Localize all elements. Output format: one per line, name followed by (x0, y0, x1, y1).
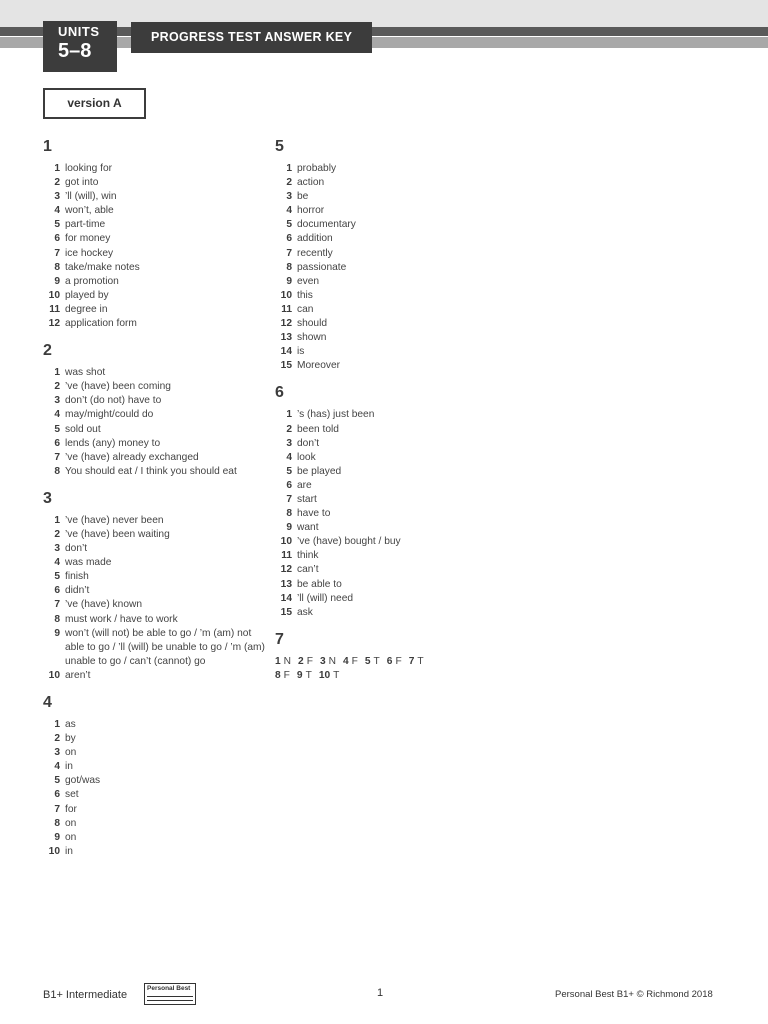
units-badge (43, 21, 117, 72)
answer-text: don’t (do not) have to (65, 395, 162, 407)
answer-number: 9 (54, 831, 60, 843)
answer-text: shown (297, 332, 327, 344)
section-number: 4 (43, 694, 52, 711)
answer-number: 5 (54, 571, 60, 583)
answer-text: part-time (65, 219, 106, 231)
answer-text: ’ve (have) been waiting (65, 528, 170, 540)
answer-item (275, 465, 505, 479)
answer-text: probably (297, 163, 337, 174)
answer-text: ’ve (have) bought / buy (297, 536, 401, 548)
answer-text: may/might/could do (65, 409, 154, 421)
copyright: Personal Best B1+ © Richmond 2018 (555, 989, 713, 1000)
answer-item (43, 232, 273, 246)
answer-number: 9 (286, 275, 292, 287)
answer-text: this (297, 289, 313, 301)
answer-text: won’t (will not) be able to go / ’m (am) not able to go / ’ll (will) be unable to go / ’m (am) unable to go / can’t (cannot) go (65, 627, 265, 667)
answer-number: 8 (286, 261, 292, 273)
version-label: version A (43, 88, 146, 119)
answer-number: 5 (54, 775, 60, 787)
answer-item (43, 218, 273, 232)
answer-text: ’ve (have) already exchanged (65, 451, 199, 463)
answer-item (43, 317, 273, 331)
answer-item (275, 408, 505, 422)
answer-item (275, 507, 505, 521)
answer-item (275, 535, 505, 549)
answer-item (43, 845, 273, 859)
answer-number: 3 (54, 395, 60, 407)
answer-item (275, 479, 505, 493)
answer-item (275, 423, 505, 437)
answer-item (43, 289, 273, 303)
answer-number: 6 (54, 585, 60, 597)
answer-item (275, 451, 505, 465)
section-4 (43, 693, 273, 859)
answer-text: think (297, 550, 319, 562)
answer-item (275, 549, 505, 563)
answer-text: finish (65, 571, 89, 583)
units-label: UNITS (58, 24, 100, 39)
answer-item (43, 760, 273, 774)
answer-number: 5 (54, 219, 60, 231)
answer-number: 8 (54, 613, 60, 625)
answer-number: 4 (54, 409, 60, 421)
answer-text: ’s (has) just been (297, 409, 375, 421)
answer-text: ’ve (have) never been (65, 514, 164, 526)
answer-item (43, 303, 273, 317)
answer-text: You should eat / I think you should eat (65, 465, 237, 477)
answer-pair (319, 669, 340, 683)
answer-number: 15 (280, 606, 292, 618)
level-label: B1+ Intermediate (43, 989, 128, 1001)
answer-item (43, 774, 273, 788)
answer-item (43, 394, 273, 408)
answer-item (43, 408, 273, 422)
answer-pair (297, 669, 312, 683)
answer-number: 1 (54, 163, 60, 174)
answer-text: as (65, 719, 76, 730)
answer-text: addition (297, 233, 333, 245)
answer-text: F (351, 655, 358, 667)
answer-text: on (65, 747, 77, 759)
answer-number: 4 (54, 557, 60, 569)
answer-pair (298, 655, 313, 669)
logo-text: Personal Best (147, 985, 191, 992)
answer-item (275, 317, 505, 331)
answer-text: didn’t (65, 585, 90, 597)
answer-text: N (328, 655, 336, 667)
answer-number: 8 (54, 465, 60, 477)
answer-number: 8 (54, 261, 60, 273)
answer-item (275, 493, 505, 507)
answer-text: F (306, 655, 313, 667)
answer-number: 2 (54, 177, 60, 189)
answer-number: 10 (280, 289, 292, 301)
answer-item (43, 261, 273, 275)
answer-number: 7 (54, 599, 60, 611)
answer-item (43, 669, 273, 683)
answer-text: sold out (65, 423, 101, 435)
answer-number: 2 (298, 655, 304, 667)
answer-number: 6 (54, 789, 60, 801)
answer-item (43, 542, 273, 556)
answer-text: should (297, 318, 328, 330)
answer-number: 3 (286, 437, 292, 449)
answer-item (43, 437, 273, 451)
answer-item (43, 788, 273, 802)
answer-item (275, 521, 505, 535)
answer-number: 6 (54, 437, 60, 449)
answer-number: 7 (286, 247, 292, 259)
answer-text: action (297, 177, 325, 189)
answer-text: ’ve (have) been coming (65, 381, 171, 393)
answer-text: F (395, 655, 402, 667)
answer-text: lends (any) money to (65, 437, 161, 449)
answer-pair (365, 655, 380, 669)
answer-number: 5 (286, 219, 292, 231)
answer-number: 11 (281, 550, 292, 562)
answer-text: a promotion (65, 275, 119, 287)
answer-text: be played (297, 465, 342, 477)
answer-item (275, 592, 505, 606)
answer-text: recently (297, 247, 333, 259)
answer-text: played by (65, 289, 109, 301)
answer-text: horror (297, 205, 325, 217)
answer-text: in (65, 761, 73, 773)
answer-item (275, 232, 505, 246)
answer-text: been told (297, 423, 339, 435)
answer-item (275, 247, 505, 261)
answer-number: 4 (286, 205, 292, 217)
page-title: PROGRESS TEST ANSWER KEY (131, 22, 372, 53)
answer-number: 13 (280, 332, 292, 344)
answer-number: 3 (54, 543, 60, 555)
answer-number: 6 (54, 233, 60, 245)
answer-item (43, 366, 273, 380)
answer-item (275, 176, 505, 190)
answer-number: 6 (386, 655, 393, 667)
answer-item (43, 176, 273, 190)
answer-text: don’t (297, 437, 320, 449)
answer-number: 5 (286, 465, 292, 477)
section-2 (43, 341, 273, 479)
answer-number: 9 (54, 627, 60, 639)
answer-item (43, 598, 273, 612)
answer-number: 6 (286, 233, 292, 245)
logo-line (147, 996, 193, 1001)
answer-item (43, 732, 273, 746)
answer-pair (275, 655, 291, 669)
answer-list (43, 514, 273, 683)
answer-item (43, 451, 273, 465)
answer-text: for (65, 803, 77, 815)
answer-number: 7 (54, 451, 60, 463)
answer-pair (343, 655, 358, 669)
answer-number: 1 (54, 719, 60, 730)
answer-item (43, 831, 273, 845)
answer-item (43, 380, 273, 394)
answer-number: 8 (275, 669, 281, 681)
answer-text: even (297, 275, 320, 287)
answer-item (43, 817, 273, 831)
section-3 (43, 489, 273, 683)
answer-item (275, 437, 505, 451)
answer-text: ’ve (have) known (65, 599, 143, 611)
answer-number: 5 (54, 423, 60, 435)
answer-list (275, 408, 505, 619)
answer-item (43, 275, 273, 289)
units-range: 5–8 (58, 40, 92, 62)
answer-number: 7 (54, 803, 60, 815)
answer-text: ice hockey (65, 247, 114, 259)
answer-item (43, 528, 273, 542)
section-7 (275, 630, 505, 683)
answer-number: 3 (54, 747, 60, 759)
answer-number: 2 (54, 528, 60, 540)
answer-item (275, 331, 505, 345)
answer-text: ask (297, 606, 313, 618)
answer-text: T (417, 655, 424, 667)
answer-text: was made (65, 557, 112, 569)
answer-number: 10 (48, 669, 60, 681)
answer-item (43, 718, 273, 732)
answer-item (275, 303, 505, 317)
answer-text: on (65, 831, 77, 843)
answer-text: T (373, 655, 380, 667)
answer-text: T (305, 669, 312, 681)
section-number: 3 (43, 489, 52, 507)
answer-text: ’ll (will), win (65, 191, 117, 203)
answer-text: Moreover (297, 360, 341, 372)
answer-text: are (297, 479, 312, 491)
answer-number: 10 (48, 845, 60, 857)
answer-number: 2 (54, 381, 60, 393)
answer-number: 12 (280, 318, 292, 330)
answer-text: want (297, 522, 319, 534)
answer-number: 9 (296, 669, 303, 681)
section-number: 6 (275, 384, 284, 402)
answer-text: application form (65, 318, 137, 330)
answer-text: have to (297, 508, 331, 520)
answer-number: 10 (318, 669, 331, 681)
answer-number: 2 (286, 177, 292, 189)
answer-number: 2 (286, 423, 292, 435)
section-number: 5 (275, 138, 284, 155)
answer-number: 13 (280, 578, 292, 590)
answer-item (275, 563, 505, 577)
answer-item (275, 190, 505, 204)
answer-item (43, 514, 273, 528)
answer-number: 9 (54, 275, 60, 287)
answer-text: got into (65, 177, 99, 189)
answer-text: won’t, able (65, 205, 114, 217)
answer-number: 1 (286, 409, 292, 421)
answer-text: is (297, 346, 305, 358)
answer-pair (320, 655, 336, 669)
answer-item (275, 261, 505, 275)
answer-number: 14 (280, 592, 292, 604)
answer-number: 4 (286, 451, 292, 463)
answer-item (43, 570, 273, 584)
answer-pair (409, 655, 424, 669)
answer-text: documentary (297, 219, 356, 231)
answer-text: must work / have to work (65, 613, 178, 625)
answer-item (43, 584, 273, 598)
answer-number: 5 (364, 655, 371, 667)
answer-item (275, 606, 505, 620)
answer-text: F (283, 669, 290, 681)
answer-text: in (65, 845, 73, 857)
answer-item (43, 556, 273, 570)
answer-item (43, 746, 273, 760)
section-6 (275, 383, 505, 619)
answer-list (43, 718, 273, 859)
answer-item (43, 627, 273, 669)
answer-number: 4 (54, 761, 60, 773)
answer-item (275, 204, 505, 218)
answer-item (275, 275, 505, 289)
answer-text: don’t (65, 543, 88, 555)
section-number: 1 (43, 138, 52, 155)
answer-row (275, 655, 505, 669)
right-column (275, 137, 505, 683)
answer-text: got/was (65, 775, 101, 787)
answer-number: 8 (286, 508, 292, 520)
answer-text: be able to (297, 578, 342, 590)
answer-text: passionate (297, 261, 347, 273)
answer-text: can (297, 303, 314, 315)
answer-number: 15 (280, 360, 292, 372)
answer-list (275, 162, 505, 373)
answer-text: take/make notes (65, 261, 140, 273)
section-number: 7 (275, 630, 284, 648)
answer-number: 1 (54, 367, 60, 379)
answer-item (43, 204, 273, 218)
answer-text: by (65, 733, 76, 745)
answer-number: 4 (342, 655, 349, 667)
answer-item (43, 803, 273, 817)
answer-text: aren’t (65, 669, 91, 681)
section-1 (43, 137, 273, 331)
answer-text: on (65, 817, 77, 829)
answer-number: 4 (54, 205, 60, 217)
answer-text: N (283, 655, 292, 667)
answer-number: 10 (48, 289, 60, 301)
answer-item (43, 190, 273, 204)
answer-item (43, 423, 273, 437)
answer-number: 6 (286, 479, 292, 491)
answer-item (43, 465, 273, 479)
answer-number: 7 (286, 493, 292, 505)
answer-item (275, 162, 505, 176)
answer-item (275, 578, 505, 592)
answer-item (275, 218, 505, 232)
answer-text: look (297, 451, 316, 463)
answer-number: 3 (319, 655, 326, 667)
answer-item (275, 289, 505, 303)
answer-text: for money (65, 233, 111, 245)
answer-pair (387, 655, 402, 669)
answer-text: looking for (65, 163, 113, 174)
answer-text: degree in (65, 303, 108, 315)
answer-number: 10 (280, 536, 292, 548)
answer-text: T (333, 669, 340, 681)
answer-text: can’t (297, 564, 319, 576)
section-5 (275, 137, 505, 373)
answer-number: 14 (280, 346, 292, 358)
section-number: 2 (43, 342, 52, 360)
answer-number: 3 (54, 191, 60, 203)
answer-text: set (65, 789, 79, 801)
answer-pair (275, 669, 290, 683)
answer-number: 2 (54, 733, 60, 745)
answer-list (43, 366, 273, 479)
answer-text: was shot (65, 367, 106, 379)
answer-text: start (297, 493, 317, 505)
answer-number: 8 (54, 817, 60, 829)
answer-item (275, 359, 505, 373)
answer-number: 3 (286, 191, 292, 203)
answer-number: 11 (281, 303, 292, 315)
answer-number: 11 (49, 303, 60, 315)
answer-text: ’ll (will) need (297, 592, 354, 604)
answer-number: 12 (280, 564, 292, 576)
answer-text: be (297, 191, 309, 203)
answer-item (43, 247, 273, 261)
answer-number: 12 (48, 318, 60, 330)
answer-number: 1 (286, 163, 292, 174)
answer-item (43, 613, 273, 627)
answer-number: 9 (286, 522, 292, 534)
left-column (43, 137, 273, 869)
answer-number: 7 (54, 247, 60, 259)
answer-number: 7 (408, 655, 415, 667)
personal-best-logo (144, 983, 196, 1005)
answer-item (43, 162, 273, 176)
answer-item (275, 345, 505, 359)
answer-number: 1 (275, 655, 281, 667)
answer-row (275, 669, 505, 683)
answer-number: 1 (54, 514, 60, 526)
answer-list (43, 162, 273, 331)
page-number: 1 (377, 987, 384, 999)
